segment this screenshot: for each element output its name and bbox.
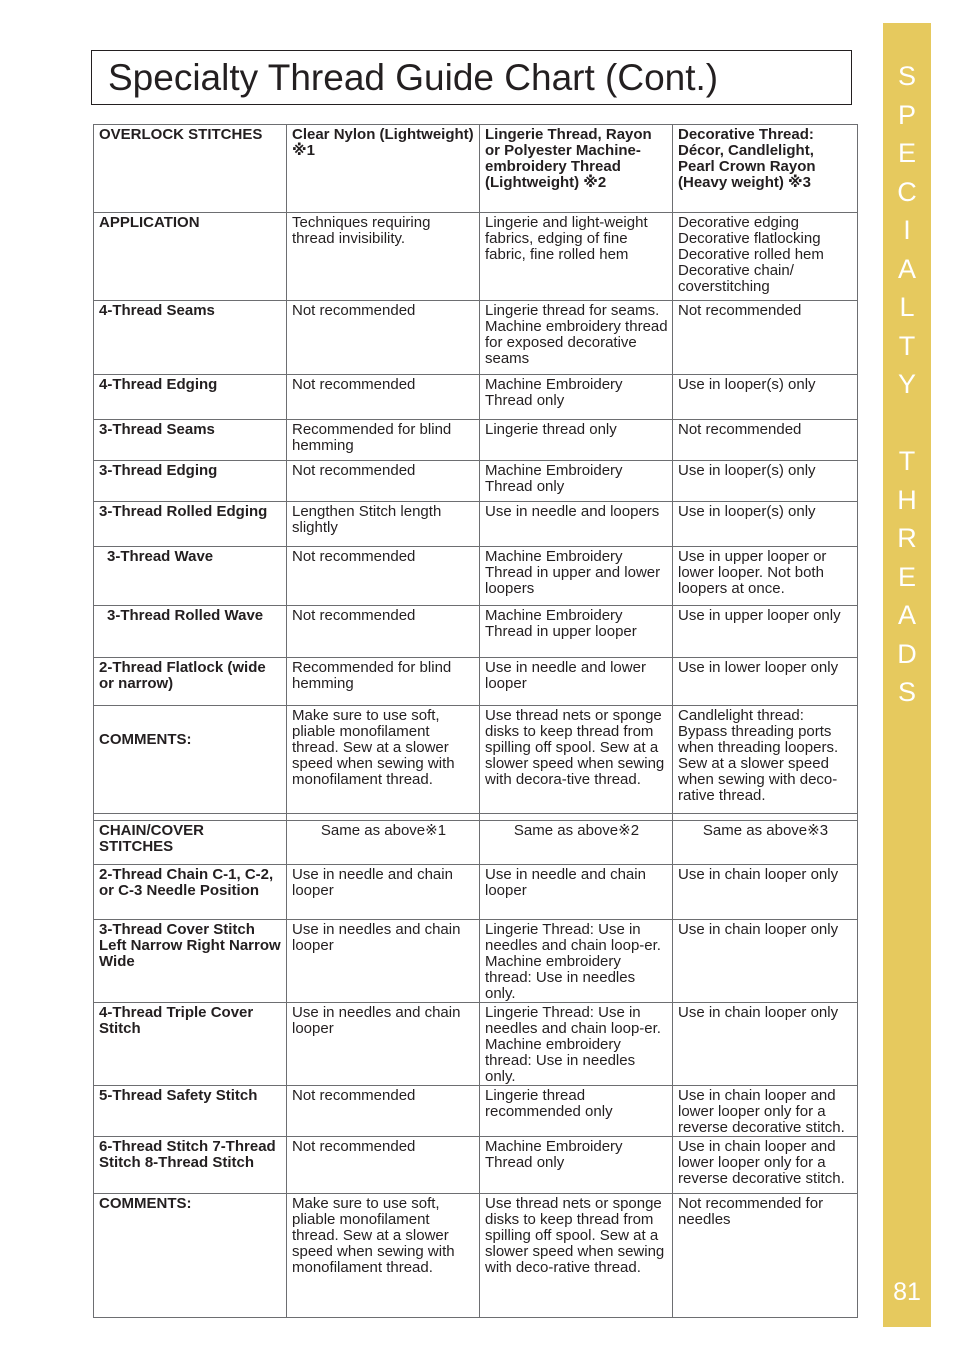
table-cell: Recommended for blind hemming bbox=[287, 420, 480, 461]
side-letter: P bbox=[897, 99, 916, 130]
table-cell: Use in chain looper only bbox=[673, 920, 858, 1003]
side-letter: I bbox=[903, 215, 911, 245]
header-cell: Decorative Thread: Décor, Candlelight, Pearl Crown Rayon (Heavy weight) ※3 bbox=[673, 125, 858, 213]
table-cell: Not recommended bbox=[673, 420, 858, 461]
row-label: 6-Thread Stitch 7-Thread Stitch 8-Thread Stitch bbox=[94, 1137, 287, 1194]
table-cell: Use in lower looper only bbox=[673, 658, 858, 706]
side-letter: H bbox=[897, 484, 917, 515]
section-side-tab bbox=[883, 23, 931, 1327]
table-cell: Use in chain looper and lower looper only for a reverse decorative stitch. bbox=[673, 1137, 858, 1194]
table-cell: Recommended for blind hemming bbox=[287, 658, 480, 706]
table-cell: Use in chain looper only bbox=[673, 865, 858, 920]
table-header-row bbox=[94, 125, 858, 213]
row-label: 4-Thread Edging bbox=[94, 375, 287, 420]
table-cell: Use in needles and chain looper bbox=[287, 920, 480, 1003]
table-row bbox=[94, 706, 858, 814]
table-cell: Candlelight thread: Bypass threading ports when threading loopers. Sew at a slower speed when sewing with deco-rative thread. bbox=[673, 706, 858, 814]
header-cell: Same as above※3 bbox=[673, 821, 858, 865]
table-cell: Use in needle and chain looper bbox=[287, 865, 480, 920]
table-cell: Use in looper(s) only bbox=[673, 502, 858, 547]
side-letter: L bbox=[899, 292, 915, 322]
table-row bbox=[94, 1137, 858, 1194]
table-cell: Use in upper looper or lower looper. Not both loopers at once. bbox=[673, 547, 858, 606]
header-cell: Clear Nylon (Lightweight) ※1 bbox=[287, 125, 480, 213]
side-letter: A bbox=[897, 600, 916, 630]
table-cell: Use in looper(s) only bbox=[673, 375, 858, 420]
table-row bbox=[94, 606, 858, 658]
table-cell: Lingerie and light-weight fabrics, edging of fine fabric, fine rolled hem bbox=[480, 213, 673, 301]
header-cell: Same as above※2 bbox=[480, 821, 673, 865]
row-label: APPLICATION bbox=[94, 213, 287, 301]
table-row bbox=[94, 1194, 858, 1318]
side-letter: E bbox=[897, 561, 916, 592]
table-row bbox=[94, 865, 858, 920]
table-cell: Use in chain looper only bbox=[673, 1003, 858, 1086]
table-cell: Not recommended bbox=[287, 606, 480, 658]
page-title: Specialty Thread Guide Chart (Cont.) bbox=[108, 57, 719, 98]
row-label: 5-Thread Safety Stitch bbox=[94, 1086, 287, 1137]
header-cell: OVERLOCK STITCHES bbox=[94, 125, 287, 213]
side-letter: S bbox=[897, 677, 916, 707]
header-cell: Same as above※1 bbox=[287, 821, 480, 865]
row-label: 2-Thread Flatlock (wide or narrow) bbox=[94, 658, 287, 706]
table-cell: Lengthen Stitch length slightly bbox=[287, 502, 480, 547]
table-cell: Machine Embroidery Thread only bbox=[480, 1137, 673, 1194]
side-letter bbox=[883, 404, 931, 443]
table-cell: Use thread nets or sponge disks to keep thread from spilling off spool. Sew at a slower speed when sewing with decora-tive thread. bbox=[480, 706, 673, 814]
table-cell: Use in needle and loopers bbox=[480, 502, 673, 547]
table-row bbox=[94, 461, 858, 502]
table-cell: Machine Embroidery Thread only bbox=[480, 461, 673, 502]
side-letter: C bbox=[897, 176, 917, 207]
table-cell: Not recommended bbox=[287, 375, 480, 420]
table-cell: Make sure to use soft, pliable monofilament thread. Sew at a slower speed when sewing with monofilament thread. bbox=[287, 1194, 480, 1318]
row-label: 2-Thread Chain C-1, C-2, or C-3 Needle Position bbox=[94, 865, 287, 920]
row-label: 3-Thread Edging bbox=[94, 461, 287, 502]
table-cell: Use in needle and lower looper bbox=[480, 658, 673, 706]
table-cell: Lingerie thread recommended only bbox=[480, 1086, 673, 1137]
side-letter: Y bbox=[897, 369, 916, 399]
side-letter: A bbox=[897, 253, 916, 284]
side-letter: T bbox=[898, 330, 916, 361]
row-label: 3-Thread Cover Stitch Left Narrow Right Narrow Wide bbox=[94, 920, 287, 1003]
row-label: 3-Thread Rolled Edging bbox=[94, 502, 287, 547]
table-cell: Machine Embroidery Thread in upper and lower loopers bbox=[480, 547, 673, 606]
table-cell: Not recommended for needles bbox=[673, 1194, 858, 1318]
table-cell: Machine Embroidery Thread only bbox=[480, 375, 673, 420]
table-cell: Machine Embroidery Thread in upper looper bbox=[480, 606, 673, 658]
row-label: 4-Thread Seams bbox=[94, 301, 287, 375]
row-label: 3-Thread Rolled Wave bbox=[94, 606, 287, 658]
row-label: COMMENTS: bbox=[94, 1194, 287, 1318]
row-label: 3-Thread Wave bbox=[94, 547, 287, 606]
row-label: COMMENTS: bbox=[94, 706, 287, 814]
table-cell: Lingerie thread only bbox=[480, 420, 673, 461]
page-number: 81 bbox=[893, 1278, 921, 1306]
table-row bbox=[94, 1003, 858, 1086]
row-label: 3-Thread Seams bbox=[94, 420, 287, 461]
table-cell: Not recommended bbox=[287, 547, 480, 606]
table-row bbox=[94, 375, 858, 420]
table-row bbox=[94, 420, 858, 461]
table-cell: Not recommended bbox=[673, 301, 858, 375]
row-label: 4-Thread Triple Cover Stitch bbox=[94, 1003, 287, 1086]
header-cell: CHAIN/COVER STITCHES bbox=[94, 821, 287, 865]
side-letter: R bbox=[897, 523, 917, 553]
side-tab-letters bbox=[883, 57, 931, 712]
table-cell: Use in looper(s) only bbox=[673, 461, 858, 502]
table-cell: Not recommended bbox=[287, 1086, 480, 1137]
table-row bbox=[94, 658, 858, 706]
table-row bbox=[94, 920, 858, 1003]
side-letter: S bbox=[897, 61, 916, 91]
table-cell: Decorative edging Decorative flatlocking Decorative rolled hem Decorative chain/ coverstitching bbox=[673, 213, 858, 301]
table-cell: Use in upper looper only bbox=[673, 606, 858, 658]
table-row bbox=[94, 502, 858, 547]
table-row bbox=[94, 213, 858, 301]
table-cell: Lingerie thread for seams. Machine embroidery thread for exposed decorative seams bbox=[480, 301, 673, 375]
thread-guide-table bbox=[93, 124, 858, 1318]
side-letter: E bbox=[897, 138, 916, 168]
table-cell: Use in chain looper and lower looper only for a reverse decorative stitch. bbox=[673, 1086, 858, 1137]
table-row bbox=[94, 301, 858, 375]
table-row bbox=[94, 547, 858, 606]
side-letter: D bbox=[897, 638, 917, 669]
table-cell: Use in needle and chain looper bbox=[480, 865, 673, 920]
table-cell: Use thread nets or sponge disks to keep thread from spilling off spool. Sew at a slower speed when sewing with deco-rative thread. bbox=[480, 1194, 673, 1318]
table-cell: Lingerie Thread: Use in needles and chain loop-er. Machine embroidery thread: Use in needles only. bbox=[480, 1003, 673, 1086]
table-cell: Techniques requiring thread invisibility. bbox=[287, 213, 480, 301]
table-cell: Not recommended bbox=[287, 301, 480, 375]
chain-header-row bbox=[94, 821, 858, 865]
title-box bbox=[91, 50, 852, 105]
table-cell: Use in needles and chain looper bbox=[287, 1003, 480, 1086]
table-cell: Not recommended bbox=[287, 461, 480, 502]
header-cell: Lingerie Thread, Rayon or Polyester Machine-embroidery Thread (Lightweight) ※2 bbox=[480, 125, 673, 213]
table-cell: Make sure to use soft, pliable monofilament thread. Sew at a slower speed when sewing with monofilament thread. bbox=[287, 706, 480, 814]
section-gap bbox=[94, 814, 858, 821]
table-cell: Not recommended bbox=[287, 1137, 480, 1194]
table-row bbox=[94, 1086, 858, 1137]
table-cell: Lingerie Thread: Use in needles and chain loop-er. Machine embroidery thread: Use in needles only. bbox=[480, 920, 673, 1003]
side-letter: T bbox=[898, 446, 916, 476]
